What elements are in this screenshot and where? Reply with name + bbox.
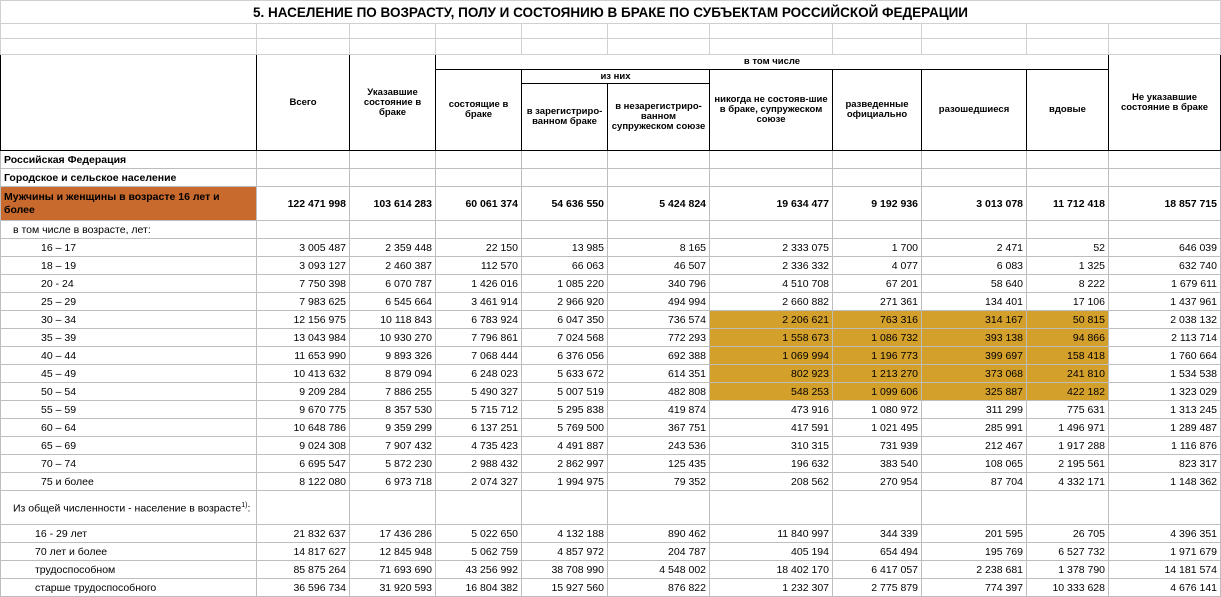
cell: 5 062 759 [436, 543, 522, 561]
table-row [1, 419, 1221, 437]
cell: 823 317 [1109, 455, 1221, 473]
table-row [1, 329, 1221, 347]
cell: 325 887 [922, 383, 1027, 401]
cell: 632 740 [1109, 257, 1221, 275]
cell: 10 413 632 [257, 365, 350, 383]
cell: 1 021 495 [833, 419, 922, 437]
cell: 654 494 [833, 543, 922, 561]
cell: 482 808 [608, 383, 710, 401]
cell: 7 796 861 [436, 329, 522, 347]
cell: 7 983 625 [257, 293, 350, 311]
cell: 71 693 690 [350, 561, 436, 579]
cell: 1 700 [833, 239, 922, 257]
cell: 6 047 350 [522, 311, 608, 329]
cell: 31 920 593 [350, 579, 436, 597]
table-row [1, 239, 1221, 257]
cell: 13 985 [522, 239, 608, 257]
cell: 17 106 [1027, 293, 1109, 311]
table-row [1, 275, 1221, 293]
cell: 5 872 230 [350, 455, 436, 473]
cell: 419 874 [608, 401, 710, 419]
table-row [1, 455, 1221, 473]
cell: 9 024 308 [257, 437, 350, 455]
cell: 367 751 [608, 419, 710, 437]
cell: 4 396 351 [1109, 525, 1221, 543]
table-row [1, 543, 1221, 561]
cell: 2 460 387 [350, 257, 436, 275]
cell: 241 810 [1027, 365, 1109, 383]
cell: 9 359 299 [350, 419, 436, 437]
cell: 8 222 [1027, 275, 1109, 293]
row-label: трудоспособном [1, 561, 257, 579]
cell: 876 822 [608, 579, 710, 597]
cell: 58 640 [922, 275, 1027, 293]
cell: 4 491 887 [522, 437, 608, 455]
cell: 18 402 170 [710, 561, 833, 579]
cell: 399 697 [922, 347, 1027, 365]
section-rf: Российская Федерация [1, 151, 257, 169]
cell: 13 043 984 [257, 329, 350, 347]
table-row [1, 365, 1221, 383]
table-row [1, 347, 1221, 365]
table-row [1, 257, 1221, 275]
cell: 2 074 327 [436, 473, 522, 491]
total-row [1, 187, 1221, 221]
cell: 67 201 [833, 275, 922, 293]
cell: 6 070 787 [350, 275, 436, 293]
cell: 243 536 [608, 437, 710, 455]
cell: 2 195 561 [1027, 455, 1109, 473]
cell: 1 437 961 [1109, 293, 1221, 311]
row-label: 18 – 19 [1, 257, 257, 275]
cell: 383 540 [833, 455, 922, 473]
cell: 1 232 307 [710, 579, 833, 597]
cell: 2 471 [922, 239, 1027, 257]
cell: 11 712 418 [1027, 187, 1109, 221]
cell: 94 866 [1027, 329, 1109, 347]
cell: 1 534 538 [1109, 365, 1221, 383]
cell: 1 971 679 [1109, 543, 1221, 561]
cell: 2 775 879 [833, 579, 922, 597]
header-total: Всего [257, 55, 350, 151]
cell: 10 930 270 [350, 329, 436, 347]
cell: 6 083 [922, 257, 1027, 275]
cell: 50 815 [1027, 311, 1109, 329]
cell: 18 857 715 [1109, 187, 1221, 221]
cell: 1 196 773 [833, 347, 922, 365]
cell: 731 939 [833, 437, 922, 455]
row-label: 25 – 29 [1, 293, 257, 311]
cell: 125 435 [608, 455, 710, 473]
row-label: 45 – 49 [1, 365, 257, 383]
cell: 340 796 [608, 275, 710, 293]
row-label: старше трудоспособного [1, 579, 257, 597]
total-row-label: Мужчины и женщины в возрасте 16 лет и более [1, 187, 257, 221]
cell: 2 333 075 [710, 239, 833, 257]
cell: 2 862 997 [522, 455, 608, 473]
cell: 134 401 [922, 293, 1027, 311]
page-title: 5. НАСЕЛЕНИЕ ПО ВОЗРАСТУ, ПОЛУ И СОСТОЯНИЮ В БРАКЕ ПО СУБЪЕКТАМ РОССИЙСКОЙ ФЕДЕРАЦИИ [1, 1, 1221, 24]
cell: 5 007 519 [522, 383, 608, 401]
cell: 494 994 [608, 293, 710, 311]
cell: 36 596 734 [257, 579, 350, 597]
cell: 12 156 975 [257, 311, 350, 329]
cell: 46 507 [608, 257, 710, 275]
cell: 122 471 998 [257, 187, 350, 221]
cell: 79 352 [608, 473, 710, 491]
table-row [1, 437, 1221, 455]
cell: 60 061 374 [436, 187, 522, 221]
cell: 19 634 477 [710, 187, 833, 221]
cell: 5 295 838 [522, 401, 608, 419]
cell: 5 022 650 [436, 525, 522, 543]
cell: 7 068 444 [436, 347, 522, 365]
cell: 1 679 611 [1109, 275, 1221, 293]
cell: 54 636 550 [522, 187, 608, 221]
cell: 1 558 673 [710, 329, 833, 347]
cell: 310 315 [710, 437, 833, 455]
cell: 774 397 [922, 579, 1027, 597]
cell: 373 068 [922, 365, 1027, 383]
cell: 2 038 132 [1109, 311, 1221, 329]
cell: 405 194 [710, 543, 833, 561]
cell: 196 632 [710, 455, 833, 473]
cell: 314 167 [922, 311, 1027, 329]
header-married: состоящие в браке [436, 70, 522, 151]
cell: 7 907 432 [350, 437, 436, 455]
row-label: 35 – 39 [1, 329, 257, 347]
cell: 3 005 487 [257, 239, 350, 257]
header-divorced: разведенные официально [833, 70, 922, 151]
cell: 38 708 990 [522, 561, 608, 579]
cell: 1 313 245 [1109, 401, 1221, 419]
cell: 772 293 [608, 329, 710, 347]
cell: 11 840 997 [710, 525, 833, 543]
cell: 9 209 284 [257, 383, 350, 401]
cell: 9 192 936 [833, 187, 922, 221]
cell: 15 927 560 [522, 579, 608, 597]
cell: 3 461 914 [436, 293, 522, 311]
cell: 1 378 790 [1027, 561, 1109, 579]
header-widowed: вдовые [1027, 70, 1109, 151]
cell: 2 660 882 [710, 293, 833, 311]
cell: 8 879 094 [350, 365, 436, 383]
cell: 1 099 606 [833, 383, 922, 401]
cell: 85 875 264 [257, 561, 350, 579]
row-label: 50 – 54 [1, 383, 257, 401]
cell: 158 418 [1027, 347, 1109, 365]
row-label: 16 – 17 [1, 239, 257, 257]
cell: 1 289 487 [1109, 419, 1221, 437]
cell: 802 923 [710, 365, 833, 383]
cell: 17 436 286 [350, 525, 436, 543]
cell: 1 086 732 [833, 329, 922, 347]
cell: 4 548 002 [608, 561, 710, 579]
cell: 21 832 637 [257, 525, 350, 543]
cell: 212 467 [922, 437, 1027, 455]
cell: 208 562 [710, 473, 833, 491]
cell: 1 213 270 [833, 365, 922, 383]
cell: 2 359 448 [350, 239, 436, 257]
cell: 87 704 [922, 473, 1027, 491]
cell: 473 916 [710, 401, 833, 419]
cell: 692 388 [608, 347, 710, 365]
cell: 2 988 432 [436, 455, 522, 473]
cell: 5 633 672 [522, 365, 608, 383]
cell: 1 323 029 [1109, 383, 1221, 401]
cell: 10 118 843 [350, 311, 436, 329]
row-label: 70 лет и более [1, 543, 257, 561]
cell: 2 966 920 [522, 293, 608, 311]
cell: 548 253 [710, 383, 833, 401]
header-not-indicated: Не указавшие состояние в браке [1109, 55, 1221, 151]
table-row [1, 401, 1221, 419]
cell: 2 206 621 [710, 311, 833, 329]
cell: 417 591 [710, 419, 833, 437]
cell: 7 886 255 [350, 383, 436, 401]
cell: 5 490 327 [436, 383, 522, 401]
cell: 108 065 [922, 455, 1027, 473]
cell: 52 [1027, 239, 1109, 257]
cell: 1 080 972 [833, 401, 922, 419]
cell: 775 631 [1027, 401, 1109, 419]
cell: 5 715 712 [436, 401, 522, 419]
header-of-them: из них [522, 70, 710, 84]
cell: 6 248 023 [436, 365, 522, 383]
cell: 2 113 714 [1109, 329, 1221, 347]
cell: 8 122 080 [257, 473, 350, 491]
cell: 1 085 220 [522, 275, 608, 293]
row-label: 60 – 64 [1, 419, 257, 437]
cell: 9 670 775 [257, 401, 350, 419]
cell: 10 333 628 [1027, 579, 1109, 597]
cell: 271 361 [833, 293, 922, 311]
cell: 43 256 992 [436, 561, 522, 579]
cell: 3 093 127 [257, 257, 350, 275]
row-label: 20 - 24 [1, 275, 257, 293]
cell: 14 181 574 [1109, 561, 1221, 579]
cell: 6 527 732 [1027, 543, 1109, 561]
header-in-that-number: в том числе [436, 55, 1109, 70]
table-row [1, 383, 1221, 401]
row-label: 55 – 59 [1, 401, 257, 419]
cell: 6 973 718 [350, 473, 436, 491]
cell: 344 339 [833, 525, 922, 543]
cell: 422 182 [1027, 383, 1109, 401]
cell: 4 857 972 [522, 543, 608, 561]
cell: 614 351 [608, 365, 710, 383]
cell: 270 954 [833, 473, 922, 491]
cell: 1 325 [1027, 257, 1109, 275]
cell: 6 695 547 [257, 455, 350, 473]
cell: 66 063 [522, 257, 608, 275]
table-row [1, 293, 1221, 311]
cell: 6 137 251 [436, 419, 522, 437]
cell: 6 376 056 [522, 347, 608, 365]
cell: 6 545 664 [350, 293, 436, 311]
row-label: 40 – 44 [1, 347, 257, 365]
cell: 1 917 288 [1027, 437, 1109, 455]
header-separated: разошедшиеся [922, 70, 1027, 151]
cell: 285 991 [922, 419, 1027, 437]
cell: 1 116 876 [1109, 437, 1221, 455]
cell: 4 676 141 [1109, 579, 1221, 597]
cell: 195 769 [922, 543, 1027, 561]
cell: 763 316 [833, 311, 922, 329]
row-label: 65 – 69 [1, 437, 257, 455]
cell: 204 787 [608, 543, 710, 561]
row-label: 16 - 29 лет [1, 525, 257, 543]
cell: 9 893 326 [350, 347, 436, 365]
section-by-age: в том числе в возрасте, лет: [1, 221, 257, 239]
cell: 1 496 971 [1027, 419, 1109, 437]
cell: 4 077 [833, 257, 922, 275]
cell: 1 760 664 [1109, 347, 1221, 365]
cell: 7 750 398 [257, 275, 350, 293]
cell: 6 417 057 [833, 561, 922, 579]
table-row [1, 473, 1221, 491]
cell: 11 653 990 [257, 347, 350, 365]
cell: 2 336 332 [710, 257, 833, 275]
section-urban-rural: Городское и сельское население [1, 169, 257, 187]
section-of-total: Из общей численности - население в возрасте$^{1)}$: [1, 491, 257, 525]
row-label: 30 – 34 [1, 311, 257, 329]
cell: 7 024 568 [522, 329, 608, 347]
cell: 201 595 [922, 525, 1027, 543]
header-never-married: никогда не состояв-шие в браке, супружеском союзе [710, 70, 833, 151]
header-unregistered: в незарегистриро-ванном супружеском союзе [608, 84, 710, 151]
cell: 1 994 975 [522, 473, 608, 491]
table-row [1, 311, 1221, 329]
cell: 16 804 382 [436, 579, 522, 597]
header-registered: в зарегистриро-ванном браке [522, 84, 608, 151]
cell: 4 735 423 [436, 437, 522, 455]
row-label: 75 и более [1, 473, 257, 491]
cell: 646 039 [1109, 239, 1221, 257]
cell: 890 462 [608, 525, 710, 543]
cell: 5 769 500 [522, 419, 608, 437]
row-label: 70 – 74 [1, 455, 257, 473]
cell: 736 574 [608, 311, 710, 329]
cell: 393 138 [922, 329, 1027, 347]
cell: 22 150 [436, 239, 522, 257]
cell: 4 132 188 [522, 525, 608, 543]
cell: 26 705 [1027, 525, 1109, 543]
cell: 14 817 627 [257, 543, 350, 561]
table-row [1, 525, 1221, 543]
cell: 311 299 [922, 401, 1027, 419]
table-row [1, 579, 1221, 597]
cell: 1 148 362 [1109, 473, 1221, 491]
header-corner [1, 55, 257, 151]
cell: 1 069 994 [710, 347, 833, 365]
cell: 10 648 786 [257, 419, 350, 437]
cell: 3 013 078 [922, 187, 1027, 221]
header-indicated: Указавшие состояние в браке [350, 55, 436, 151]
cell: 6 783 924 [436, 311, 522, 329]
cell: 12 845 948 [350, 543, 436, 561]
cell: 4 332 171 [1027, 473, 1109, 491]
cell: 1 426 016 [436, 275, 522, 293]
table-row [1, 561, 1221, 579]
cell: 2 238 681 [922, 561, 1027, 579]
cell: 5 424 824 [608, 187, 710, 221]
cell: 103 614 283 [350, 187, 436, 221]
cell: 8 165 [608, 239, 710, 257]
cell: 8 357 530 [350, 401, 436, 419]
cell: 4 510 708 [710, 275, 833, 293]
cell: 112 570 [436, 257, 522, 275]
